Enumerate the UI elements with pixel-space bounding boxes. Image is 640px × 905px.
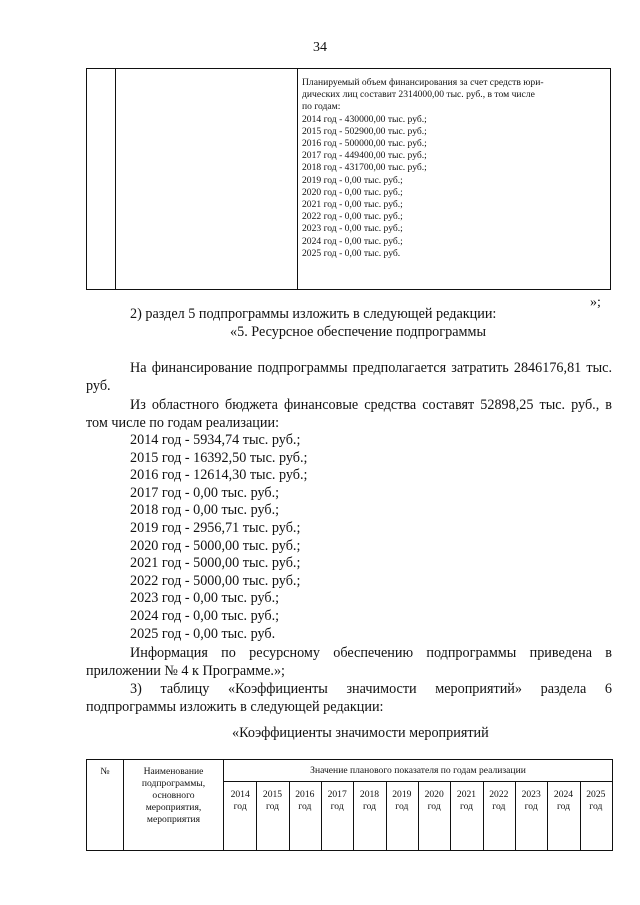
financing-table-continuation — [86, 68, 611, 290]
year-unit: год — [492, 801, 506, 812]
cell-line: 2020 год - 0,00 тыс. руб.; — [302, 186, 403, 198]
financing-cell — [302, 77, 607, 260]
year-value: 2019 — [392, 789, 412, 800]
item-2-text: 2) раздел 5 подпрограммы изложить в следующей редакции: — [130, 306, 497, 322]
cell-line: 2025 год - 0,00 тыс. руб. — [302, 247, 401, 259]
year-line: 2020 год - 5000,00 тыс. руб.; — [130, 537, 301, 554]
cell-line: 2018 год - 431700,00 тыс. руб.; — [302, 162, 427, 174]
year-unit: год — [589, 801, 603, 812]
regional-years-list — [130, 432, 308, 643]
cell-line: 2017 год - 449400,00 тыс. руб.; — [302, 150, 427, 162]
year-line: 2017 год - 0,00 тыс. руб.; — [130, 484, 280, 501]
cell-line: дических лиц составит 2314000,00 тыс. руб., в том числе — [302, 89, 535, 101]
column-header-number: № — [100, 766, 110, 777]
page-number: 34 — [313, 40, 327, 55]
year-column-header — [386, 789, 418, 813]
cell-line: 2015 год - 502900,00 тыс. руб.; — [302, 125, 427, 137]
column-header-name: Наименование подпрограммы, основного мероприятия, мероприятия — [141, 766, 206, 825]
coefficients-table — [86, 759, 613, 851]
regional-budget-paragraph: Из областного бюджета финансовые средства составят 52898,25 тыс. руб., в том числе по годам реализации: — [86, 397, 612, 431]
year-value: 2017 — [327, 789, 347, 800]
cell-line: 2023 год - 0,00 тыс. руб.; — [302, 223, 403, 235]
section-title: «5. Ресурсное обеспечение подпрограммы — [230, 324, 486, 340]
year-line: 2023 год - 0,00 тыс. руб.; — [130, 590, 280, 607]
year-line: 2014 год - 5934,74 тыс. руб.; — [130, 432, 301, 448]
info-paragraph: Информация по ресурсному обеспечению подпрограммы приведена в приложении № 4 к Программе.»; — [86, 645, 612, 679]
year-column-header — [289, 789, 321, 813]
year-column-header — [353, 789, 385, 813]
year-unit: год — [330, 801, 344, 812]
cell-line: 2014 год - 430000,00 тыс. руб.; — [302, 113, 427, 125]
year-unit: год — [298, 801, 312, 812]
year-line: 2021 год - 5000,00 тыс. руб.; — [130, 555, 301, 572]
year-unit: год — [427, 801, 441, 812]
year-value: 2022 — [489, 789, 509, 800]
year-line: 2016 год - 12614,30 тыс. руб.; — [130, 467, 308, 484]
year-unit: год — [459, 801, 474, 812]
year-column-header — [418, 789, 450, 813]
year-value: 2015 — [262, 789, 283, 800]
year-column-header — [580, 789, 612, 813]
year-unit: год — [524, 801, 538, 812]
year-unit: год — [265, 801, 280, 812]
financing-paragraph: На финансирование подпрограммы предполагается затратить 2846176,81 тыс. руб. — [86, 360, 612, 394]
item-3-paragraph: 3) таблицу «Коэффициенты значимости мероприятий» раздела 6 подпрограммы изложить в следующей редакции: — [86, 681, 612, 715]
year-unit: год — [233, 801, 247, 812]
table-column-divider — [115, 69, 116, 289]
table-title: «Коэффициенты значимости мероприятий — [232, 725, 489, 741]
year-value: 2014 — [230, 789, 250, 800]
cell-line: 2024 год - 0,00 тыс. руб.; — [302, 235, 403, 247]
year-column-header — [515, 789, 547, 813]
year-column-header — [256, 789, 288, 813]
cell-line: 2021 год - 0,00 тыс. руб.; — [302, 199, 403, 211]
year-line: 2019 год - 2956,71 тыс. руб.; — [130, 519, 301, 536]
year-line: 2025 год - 0,00 тыс. руб. — [130, 625, 276, 642]
year-column-header — [483, 789, 515, 813]
year-line: 2022 год - 5000,00 тыс. руб.; — [130, 572, 301, 589]
year-column-header — [224, 789, 256, 813]
year-column-header — [547, 789, 579, 813]
year-column-header — [450, 789, 482, 813]
cell-line: по годам: — [302, 101, 341, 113]
year-line: 2024 год - 0,00 тыс. руб.; — [130, 607, 280, 624]
cell-line: 2019 год - 0,00 тыс. руб.; — [302, 174, 403, 186]
year-line: 2015 год - 16392,50 тыс. руб.; — [130, 449, 308, 466]
year-value: 2023 — [521, 789, 541, 800]
closing-quote: »; — [590, 295, 601, 310]
year-value: 2021 — [456, 789, 477, 800]
year-value: 2016 — [295, 789, 315, 800]
year-value: 2018 — [359, 789, 380, 800]
year-unit: год — [395, 801, 409, 812]
year-unit: год — [556, 801, 571, 812]
cell-line: Планируемый объем финансирования за счет средств юри- — [302, 77, 544, 88]
column-header-value: Значение планового показателя по годам реализации — [310, 765, 526, 776]
year-value: 2020 — [424, 789, 444, 800]
table-column-divider — [297, 69, 298, 289]
year-value: 2024 — [553, 789, 574, 800]
cell-line: 2016 год - 500000,00 тыс. руб.; — [302, 138, 427, 150]
year-column-header — [321, 789, 353, 813]
year-unit: год — [362, 801, 377, 812]
cell-line: 2022 год - 0,00 тыс. руб.; — [302, 211, 403, 223]
year-value: 2025 — [586, 789, 606, 800]
year-line: 2018 год - 0,00 тыс. руб.; — [130, 502, 280, 519]
